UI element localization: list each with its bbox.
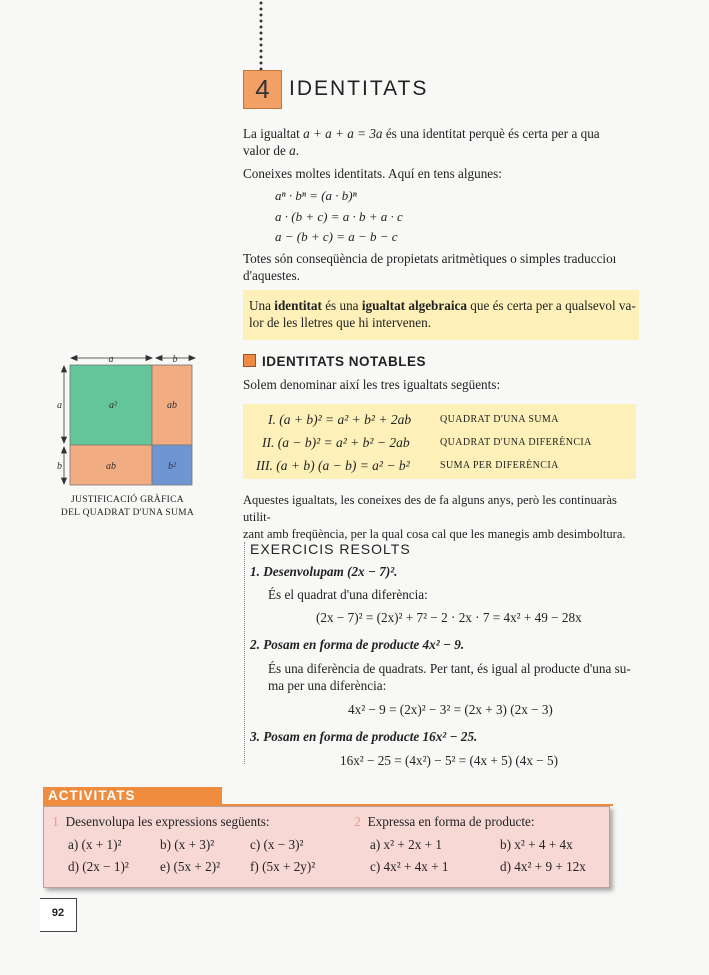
exercise-1-title: 1. Desenvolupam (2x − 7)². — [250, 564, 398, 579]
label-b-top: b — [172, 354, 178, 365]
exercise-1-formula: (2x − 7)² = (2x)² + 7² − 2 · 2x · 7 = 4x² + 49 − 28x — [316, 610, 582, 625]
label-b-squared: b² — [168, 461, 176, 472]
square-sum-figure — [55, 350, 200, 490]
activity-1-prompt: 1 Desenvolupa les expressions següents: — [52, 814, 270, 830]
identity-row-1-formula: I. (a + b)² = a² + b² + 2ab — [268, 412, 412, 427]
activity-1-item-c: c) (x − 3)² — [250, 837, 304, 852]
label-a-top: a — [108, 354, 114, 365]
intro-paragraph-2: Coneixes moltes identitats. Aquí en tens algunes: — [243, 166, 502, 181]
identity-formula-2: a · (b + c) = a · b + a · c — [275, 209, 403, 224]
exercise-3-title: 3. Posam en forma de producte 16x² − 25. — [250, 729, 478, 744]
activity-2-prompt: 2 Expressa en forma de producte: — [354, 814, 535, 830]
notables-after-paragraph: Aquestes igualtats, les coneixes des de fa alguns anys, però les continuaràs utilit- zant amb freqüència, per la qual cosa cal que les manegis amb desimboltura. — [243, 493, 626, 541]
activity-1-item-d: d) (2x − 1)² — [68, 859, 129, 874]
exercise-3-formula: 16x² − 25 = (4x²) − 5² = (4x + 5) (4x − 5) — [340, 753, 559, 768]
identity-row-3-formula: III. (a + b) (a − b) = a² − b² — [256, 458, 410, 473]
exercise-2-text: És una diferència de quadrats. Per tant, és igual al producte d'una su- ma per una diferència: — [268, 661, 631, 693]
label-ab-bottom: ab — [106, 461, 116, 472]
activity-1-item-e: e) (5x + 2)² — [160, 859, 221, 874]
identity-formula-1: aⁿ · bⁿ = (a · b)ⁿ — [275, 188, 357, 203]
square-bullet-icon — [243, 354, 256, 367]
intro-paragraph-3: Totes són conseqüència de propietats aritmètiques o simples traduccioı d'aquestes. — [243, 251, 617, 283]
identity-row-2-name: QUADRAT D'UNA DIFERÈNCIA — [440, 437, 592, 448]
activity-2-item-c: c) 4x² + 4x + 1 — [370, 859, 449, 874]
intro-paragraph: La igualtat a + a + a = 3a és una identitat perquè és certa per a qua valor de a. — [243, 126, 600, 158]
activity-2-item-d: d) 4x² + 9 + 12x — [500, 859, 586, 874]
label-b-side: b — [57, 461, 62, 472]
label-a-side: a — [57, 400, 62, 411]
activities-header: ACTIVITATS — [43, 787, 222, 805]
exercise-1-text: És el quadrat d'una diferència: — [268, 587, 428, 602]
identity-row-1-name: QUADRAT D'UNA SUMA — [440, 414, 559, 425]
label-ab-right: ab — [167, 400, 177, 411]
page-number: 92 — [40, 898, 77, 932]
definition-text: Una identitat és una igualtat algebraica que és certa per a qualsevol va- lor de les lletres que hi intervenen. — [249, 298, 636, 330]
identity-row-2-formula: II. (a − b)² = a² + b² − 2ab — [262, 435, 410, 450]
activity-1-item-b: b) (x + 3)² — [160, 837, 215, 852]
solved-margin-line — [244, 542, 245, 764]
activity-2-item-b: b) x² + 4 + 4x — [500, 837, 573, 852]
top-dotted-line — [259, 0, 263, 70]
activity-1-item-f: f) (5x + 2y)² — [250, 859, 316, 874]
section-number: 4 — [243, 70, 282, 109]
solved-heading: EXERCICIS RESOLTS — [250, 541, 411, 557]
notables-intro: Solem denominar així les tres igualtats següents: — [243, 377, 501, 392]
exercise-2-formula: 4x² − 9 = (2x)² − 3² = (2x + 3) (2x − 3) — [348, 702, 553, 717]
figure-caption: JUSTIFICACIÓ GRÀFICA DEL QUADRAT D'UNA SUMA — [60, 495, 195, 518]
activity-2-item-a: a) x² + 2x + 1 — [370, 837, 442, 852]
exercise-2-title: 2. Posam en forma de producte 4x² − 9. — [250, 637, 465, 652]
label-a-squared: a² — [109, 400, 117, 411]
section-title: IDENTITATS — [289, 77, 429, 100]
identity-row-3-name: SUMA PER DIFERÈNCIA — [440, 460, 559, 471]
activity-1-item-a: a) (x + 1)² — [68, 837, 122, 852]
identity-formula-3: a − (b + c) = a − b − c — [275, 229, 398, 244]
notables-heading: IDENTITATS NOTABLES — [243, 354, 426, 369]
